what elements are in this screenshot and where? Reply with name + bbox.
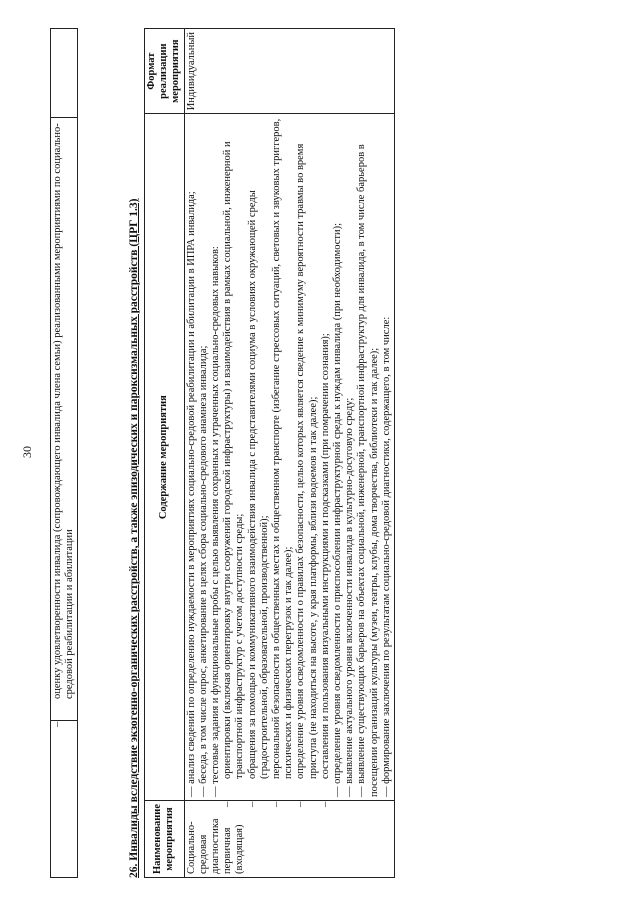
measure-content-cell (184, 114, 394, 807)
sub-item-text: персональной безопасности в общественных местах и общественном транспорте (избегание стрессовых ситуаций, световых и звуковых триггеров, психических и физических перегрузок и так далее); (271, 118, 295, 779)
page-number: 30 (20, 446, 34, 458)
dash-marker: – (271, 801, 283, 807)
list-item: — беседа, в том числе опрос, анкетирование в целях сбора социально-средового анамнеза инвалида; (197, 345, 209, 797)
sub-list-item (319, 117, 332, 807)
list-item (52, 121, 76, 727)
list-item: — определение уровня осведомленности о приспособлении инфраструктурной среды к нуждам инвалида (при необходимости); (332, 222, 344, 797)
dash-marker: – (246, 801, 258, 807)
sub-list-item (246, 117, 271, 807)
header-row (145, 29, 185, 878)
measures-table (144, 28, 395, 878)
section-title (128, 198, 140, 878)
continuation-table (50, 28, 78, 878)
table-row (184, 29, 394, 878)
sub-item-text: составления и пользования визуальными инструкциями и подсказками (при помрачении сознания); (319, 333, 331, 779)
list-item: — формирование заключения по результатам социально-средовой диагностики, содержащего, в том числе: (380, 316, 392, 797)
list-item: — выявление актуального уровня включенности инвалида в культурно-досуговую среду; (344, 397, 356, 797)
empty-cell (51, 29, 78, 118)
empty-cell (51, 721, 78, 878)
sub-list-item (222, 117, 246, 807)
list-item: — выявление существующих барьеров на объектах социальной, инженерной, транспортной инфраструктур для инвалида, в том числе барьеров в посещении организаций культуры (музеи, театры, клубы, дома творчества, библиотеки и так далее); (356, 144, 380, 797)
table-row (51, 29, 78, 878)
rotated-sheet (20, 28, 600, 878)
sub-list-item (271, 117, 295, 807)
sub-item-text: ориентировки (включая ориентировку внутри сооружений городской инфраструктуры) и взаимодействия в рамках социальной, инженерной и транспортной инфраструктур с учетом доступности среды; (222, 141, 246, 779)
measure-format-cell: Индивидуальный (184, 29, 394, 114)
sub-item-text: обращения за помощью и коммуникативного взаимодействия инвалида с представителями социума в условиях окружающей среды (градостроительной, образовательной, производственной); (246, 190, 270, 779)
content-cell (51, 118, 78, 727)
list-item: — анализ сведений по определению нуждаемости в мероприятиях социально-средовой реабилитации и абилитации в ИПРА инвалида; (185, 191, 197, 797)
section-title-text: 26. Инвалиды вследствие экзогенно-органических расстройств, а также эпизодических и пароксизмальных расстройств (ЦРГ 1.3) (128, 198, 140, 878)
dash-marker: – (295, 801, 307, 807)
sub-item-text: определение уровня осведомленности о правилах безопасности, целью которых является сведение к минимуму вероятности травмы во время приступа (не находиться на высоте, у края платформы, вблизи водоемов и так далее); (295, 143, 319, 779)
column-header-name: Наименование мероприятия (145, 801, 185, 878)
column-header-format: Формат реализации мероприятия (145, 29, 185, 114)
sub-list-item (295, 117, 319, 807)
list-item-text: оценку удовлетворенности инвалида (сопровождающего инвалида члена семьи) реализованными мероприятиями по социально-средовой реабилитации и абилитации (52, 123, 76, 699)
dash-marker: – (52, 721, 63, 727)
list-item: — тестовые задания и функциональные пробы с целью выявления сохранных и утраченных социально-средовых навыков: (210, 246, 222, 797)
dash-marker: – (319, 801, 331, 807)
dash-marker: – (222, 801, 234, 807)
column-header-content: Содержание мероприятия (145, 114, 185, 801)
measure-name-cell: Социально-средовая диагностика первичная (входящая) (184, 801, 394, 878)
